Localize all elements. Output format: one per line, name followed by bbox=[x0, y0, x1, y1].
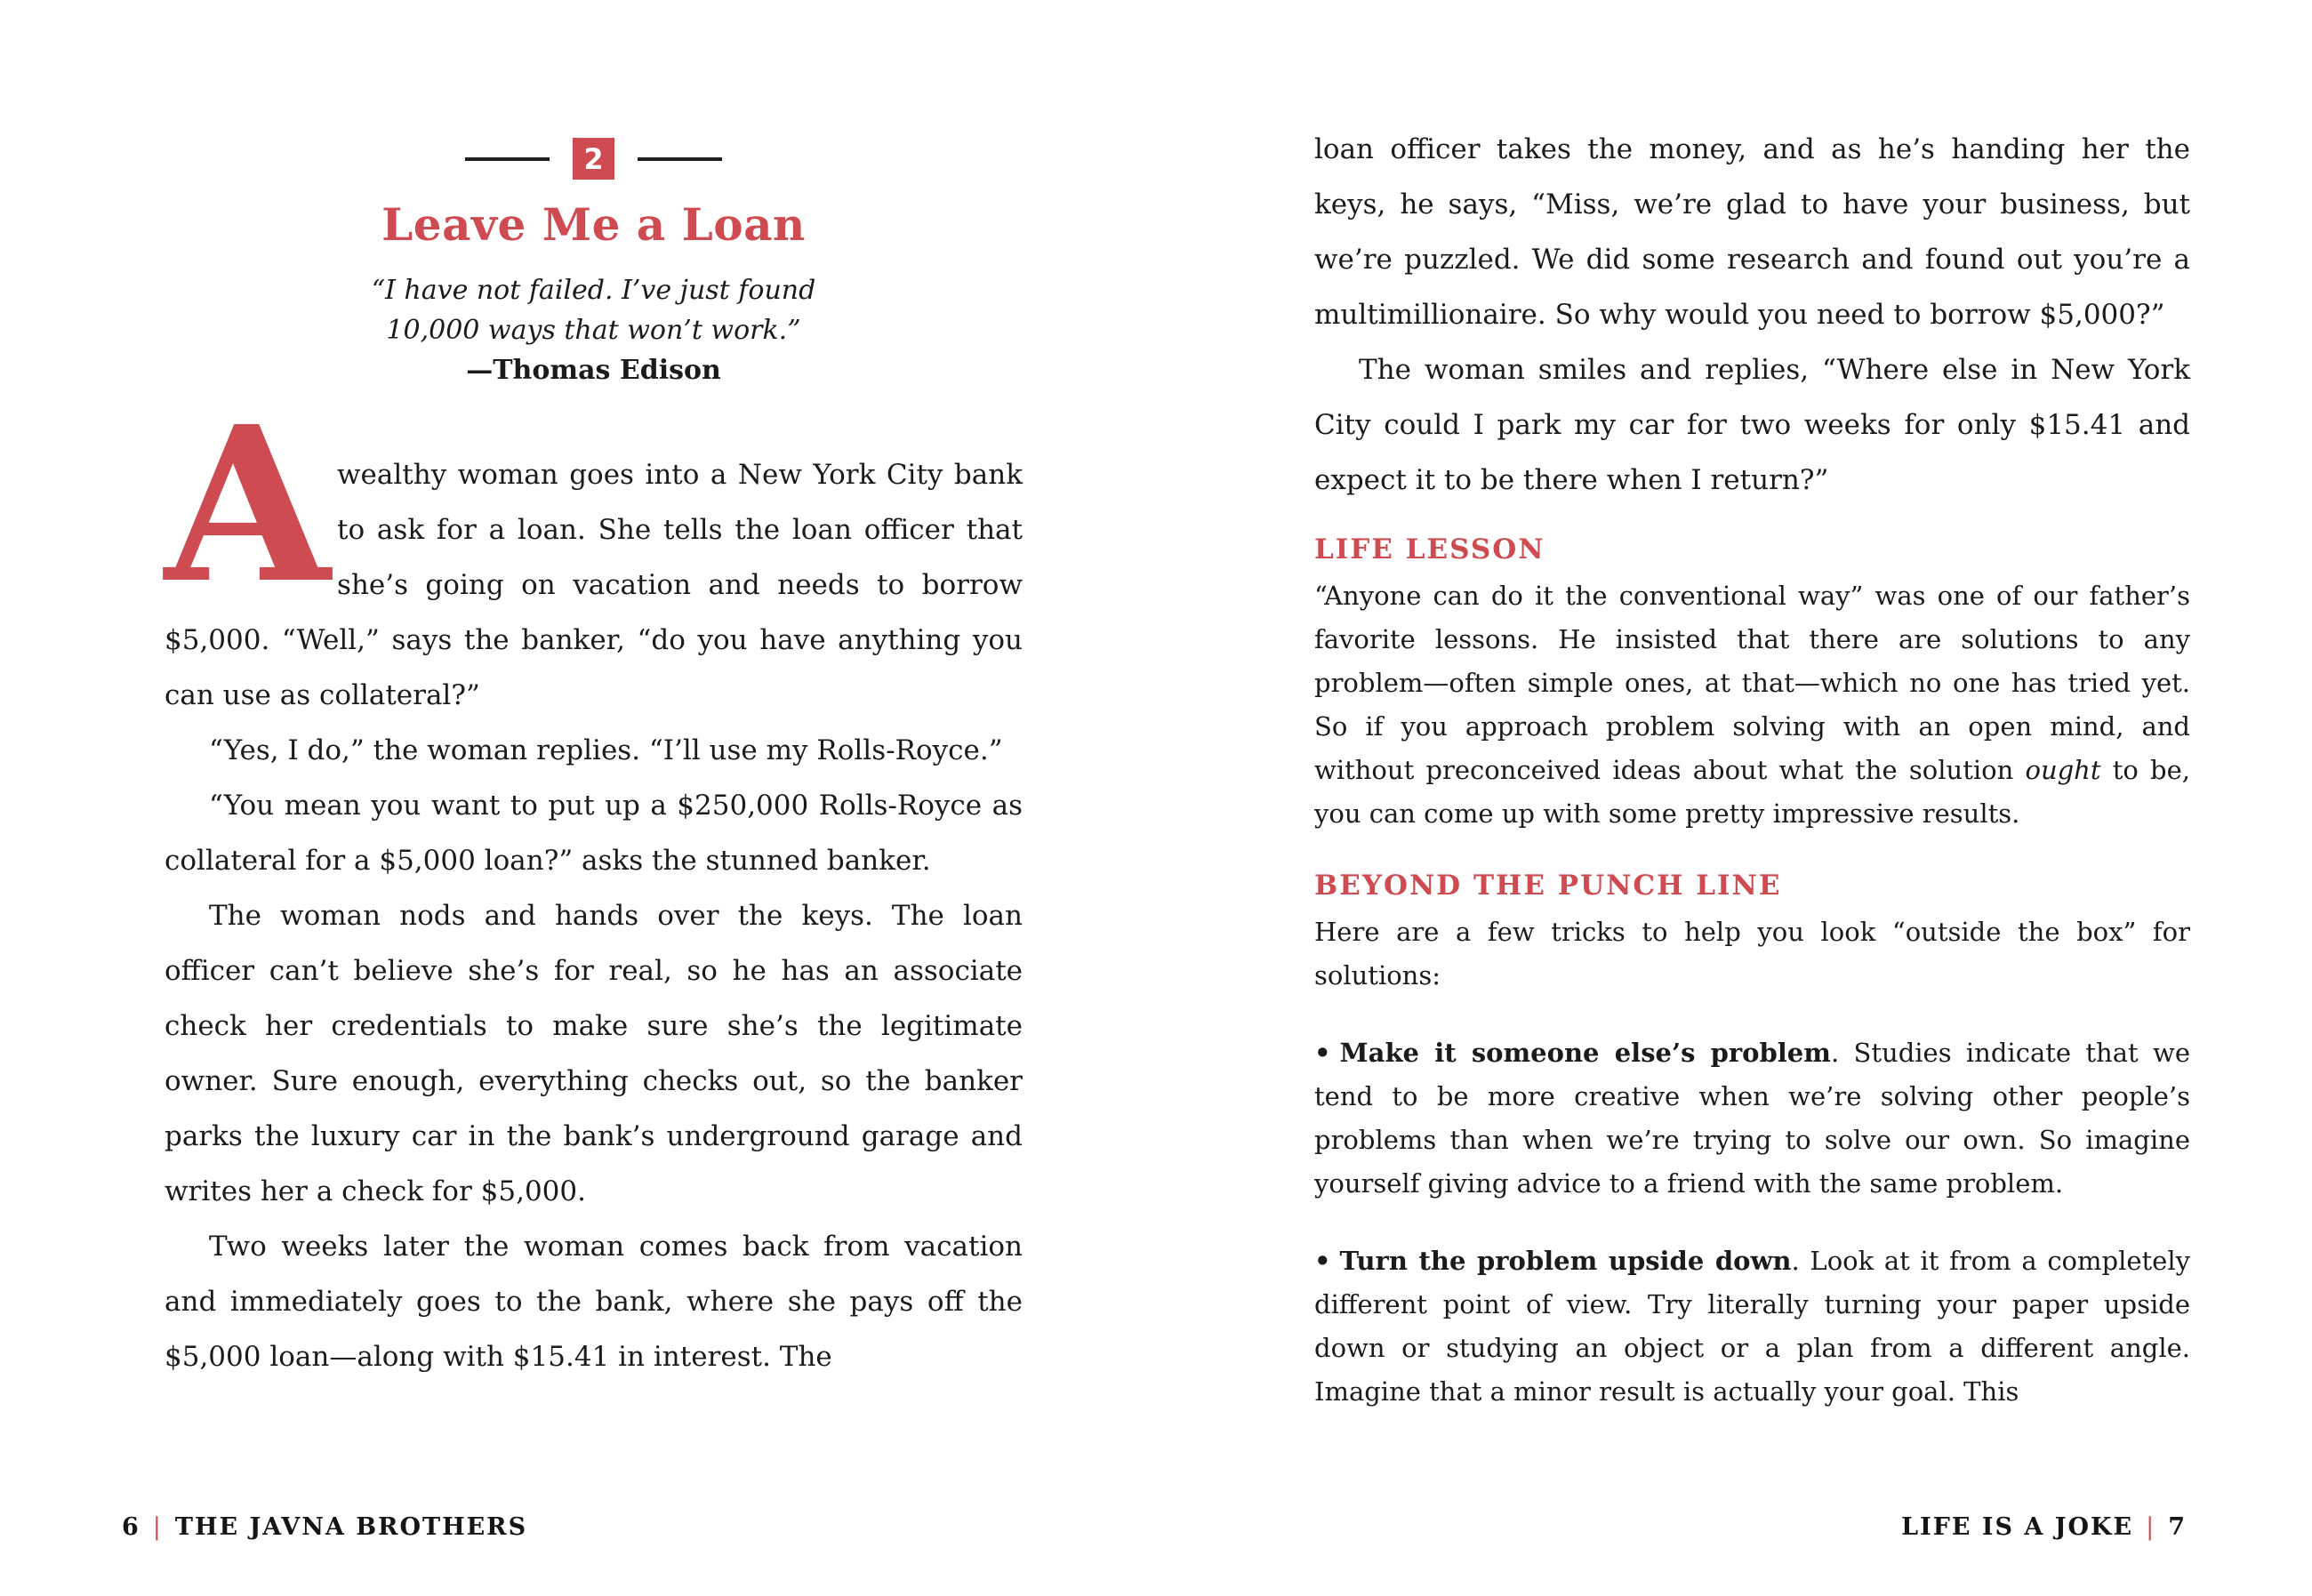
story-paragraph-2: “Yes, I do,” the woman replies. “I’ll use my Rolls-Royce.” bbox=[209, 734, 1003, 766]
footer-separator: | bbox=[2146, 1513, 2156, 1541]
life-lesson-paragraph bbox=[1314, 574, 2190, 836]
right-page bbox=[1314, 0, 2190, 1596]
left-page bbox=[122, 0, 1023, 1596]
story-paragraph-4: The woman nods and hands over the keys. The loan officer can’t believe she’s for real, so he has an associate check her credentials to make sure she’s the legitimate owner. Sure enough, everything checks out, so the banker parks the luxury car in the bank’s underground garage and writes her a check for $5,000. bbox=[165, 900, 1023, 1207]
marker-rule-right bbox=[638, 157, 722, 161]
epigraph-line-1: “I have not failed. I’ve just found bbox=[371, 275, 816, 306]
right-running-title: LIFE IS A JOKE bbox=[1901, 1513, 2134, 1541]
beyond-punch-line-heading: BEYOND THE PUNCH LINE bbox=[1314, 870, 1782, 902]
story-paragraph-1 bbox=[165, 380, 1023, 723]
dropcap-letter bbox=[165, 380, 331, 630]
right-running-footer bbox=[1901, 1513, 2187, 1541]
bullet-item-1 bbox=[1314, 1031, 2190, 1206]
story-paragraph-3: “You mean you want to put up a $250,000 Rolls-Royce as collateral for a $5,000 loan?” asks the stunned banker. bbox=[165, 790, 1023, 877]
story-paragraph-5: Two weeks later the woman comes back from vacation and immediately goes to the bank, where she pays off the $5,000 loan—along with $15.41 in interest. The bbox=[165, 1231, 1023, 1373]
beyond-intro: Here are a few tricks to help you look “outside the box” for solutions: bbox=[1314, 917, 2190, 990]
left-page-number: 6 bbox=[122, 1513, 140, 1541]
bullet-1-bold-lead: Make it someone else’s problem bbox=[1339, 1038, 1831, 1068]
story-text-right bbox=[1314, 122, 2190, 508]
chapter-marker bbox=[165, 138, 1023, 180]
epigraph-attribution: —Thomas Edison bbox=[466, 355, 721, 386]
bullet-2-bold-lead: Turn the problem upside down bbox=[1339, 1246, 1792, 1276]
life-lesson-heading: LIFE LESSON bbox=[1314, 533, 1545, 565]
paragraph-text: wealthy woman goes into a New York City bank to ask for a loan. She tells the loan officer that she’s going on vacation and needs to borrow $5,000. “Well,” says the banker, “do you have anything you can use as collateral?” bbox=[165, 459, 1023, 711]
bullet-icon: • bbox=[1314, 1038, 1331, 1068]
chapter-number-badge: 2 bbox=[573, 138, 614, 180]
marker-rule-left bbox=[465, 157, 550, 161]
lesson-text-part-2: to be, you can come up with some pretty impressive results. bbox=[1314, 755, 2190, 829]
story-paragraph-6: loan officer takes the money, and as he’s handing her the keys, he says, “Miss, we’re glad to have your business, but we’re puzzled. We did some research and found out you’re a multimillionaire. So why would you need to borrow $5,000?” bbox=[1314, 133, 2190, 331]
dropcap-glyph: A bbox=[165, 380, 331, 630]
footer-separator: | bbox=[152, 1513, 163, 1541]
bullet-item-2 bbox=[1314, 1239, 2190, 1414]
left-running-footer bbox=[122, 1513, 527, 1541]
bullet-1-text: . Studies indicate that we tend to be more creative when we’re solving other people’s problems than when we’re trying to solve our own. So imagine yourself giving advice to a friend with the same problem. bbox=[1314, 1038, 2190, 1199]
epigraph bbox=[165, 270, 1023, 390]
bullet-icon: • bbox=[1314, 1246, 1331, 1276]
epigraph-line-2: 10,000 ways that won’t work.” bbox=[386, 315, 801, 346]
lesson-text-italic: ought bbox=[2025, 755, 2101, 785]
left-running-title: THE JAVNA BROTHERS bbox=[174, 1513, 528, 1541]
story-text-left bbox=[165, 380, 1023, 1384]
story-paragraph-7: The woman smiles and replies, “Where else in New York City could I park my car for two weeks for only $15.41 and expect it to be there when I return?” bbox=[1314, 354, 2190, 496]
right-page-number: 7 bbox=[2168, 1513, 2187, 1541]
lesson-text-part-1: “Anyone can do it the conventional way” was one of our father’s favorite lessons. He insisted that there are solutions to any problem—often simple ones, at that—which no one has tried yet. So if you approach problem solving with an open mind, and without preconceived ideas about what the solution bbox=[1314, 581, 2190, 785]
bullet-2-text: . Look at it from a completely different point of view. Try literally turning your paper upside down or studying an object or a plan from a different angle. Imagine that a minor result is actually your goal. This bbox=[1314, 1246, 2190, 1407]
chapter-title: Leave Me a Loan bbox=[381, 198, 806, 251]
